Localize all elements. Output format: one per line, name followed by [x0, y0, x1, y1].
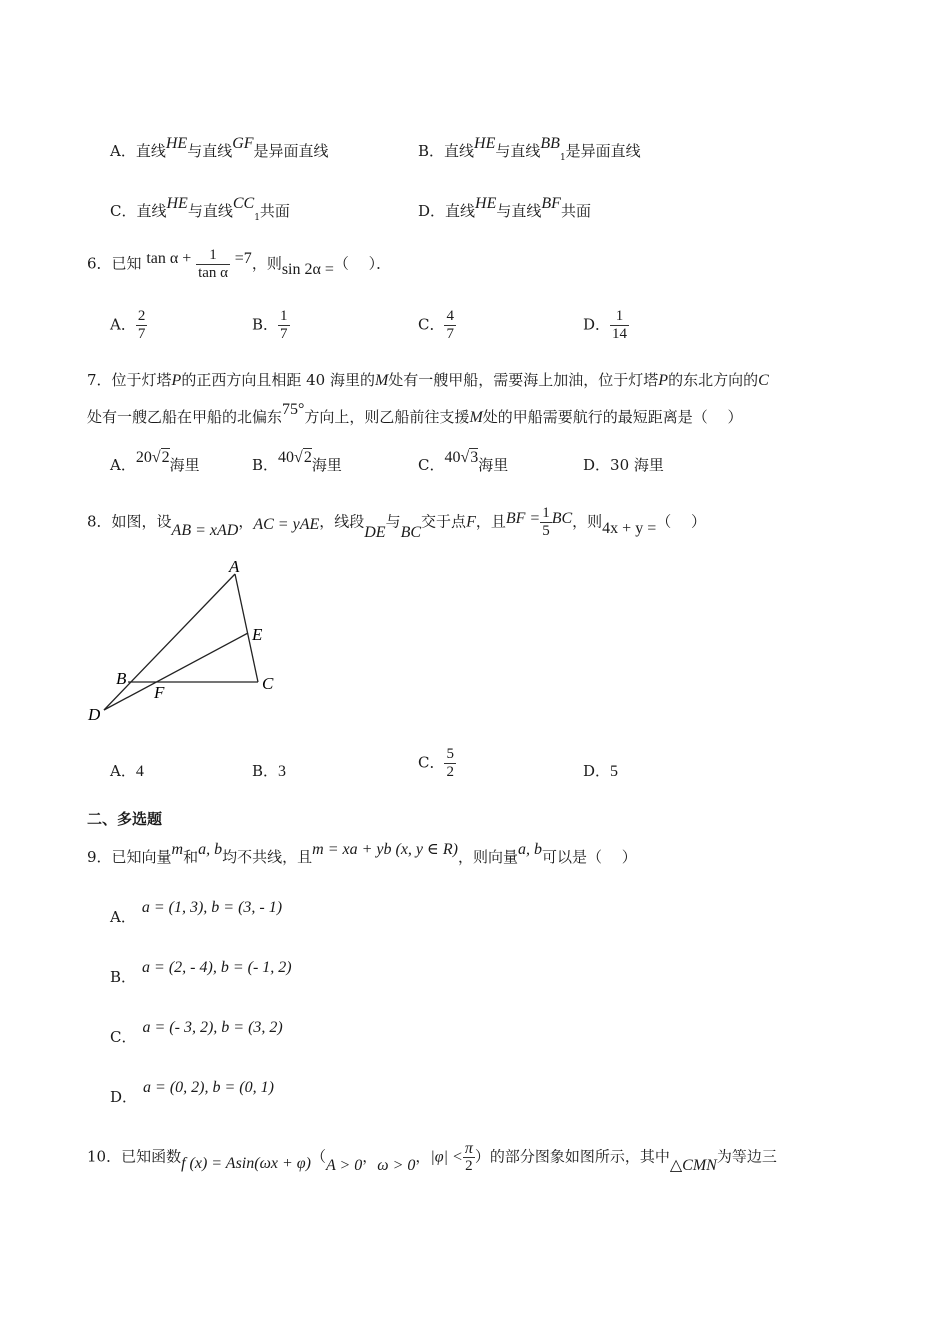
q6-option-d: D． $\frac{1}{14}$	[583, 308, 628, 342]
q7-option-a: A．20√2海里	[110, 449, 200, 474]
q7-option-c: C．40√3海里	[418, 449, 509, 474]
segment-ad	[104, 574, 235, 710]
q8-stem: 8．如图，设AB = xAD，AC = yAE，线段DE与BC交于点F，且BF = $\frac{1}{5}$ BC，则4x + y =（ ）	[87, 505, 706, 541]
q7-stem-line1: 7．位于灯塔P的正西方向且相距 40 海里的M处有一艘甲船，需要海上加油，位于灯塔P的东北方向的C	[87, 371, 769, 389]
q6-stem: 6．已知 tan α + $\frac{1}{\text{tan α}}$ =7，则sin 2α =（ ）．	[87, 247, 392, 281]
q10-stem: 10．已知函数f (x) = Asin(ωx + φ)（A > 0，ω > 0，|φ| < $\frac{\pi}{2}$ ）的部分图象如图所示，其中△CMN为等边三	[87, 1140, 777, 1174]
label-d: D	[88, 705, 101, 724]
label-e: E	[252, 625, 263, 644]
q9-option-a: A．a = (1, 3), b = (3, - 1)	[110, 899, 283, 926]
triangle-figure	[86, 556, 286, 726]
q7-stem-line2: 处有一艘乙船在甲船的北偏东75°方向上，则乙船前往支援M处的甲船需要航行的最短距离是（ ）	[87, 401, 743, 426]
q5-option-d: D．直线HE与直线BF共面	[418, 195, 591, 220]
q6-option-b: B． $\frac{1}{7}$	[252, 308, 288, 342]
q8-option-b: B．3	[252, 762, 287, 780]
label-b: B	[116, 669, 127, 688]
q7-option-d: D．30 海里	[583, 456, 664, 474]
q8-option-d: D．5	[583, 762, 619, 780]
q5-option-a: A．直线HE与直线GF是异面直线	[110, 135, 329, 160]
q5-option-c: C．直线HE与直线$CC_1$共面	[110, 195, 290, 223]
q6-option-c: C． $\frac{4}{7}$	[418, 308, 454, 342]
q8-option-a: A．4	[110, 762, 144, 780]
label-f: F	[154, 683, 165, 702]
q6-fraction: $\frac{1}{\text{tan α}}$	[198, 247, 228, 281]
q7-option-b: B．40√2海里	[252, 449, 342, 474]
q8-option-c: C． $\frac{5}{2}$	[418, 746, 454, 780]
label-a: A	[229, 557, 240, 576]
section-heading: 二、多选题	[87, 810, 163, 828]
q9-option-d: D．a = (0, 2), b = (0, 1)	[110, 1079, 274, 1106]
q6-option-a: A． $\frac{2}{7}$	[110, 308, 146, 342]
label-c: C	[262, 674, 274, 693]
q5-option-b: B．直线HE与直线$BB_1$是异面直线	[418, 135, 641, 163]
q9-option-b: B．a = (2, - 4), b = (- 1, 2)	[110, 959, 292, 986]
q9-stem: 9．已知向量m和a, b均不共线，且m = xa + yb (x, y ∈ R)，则向量a, b可以是（ ）	[87, 841, 637, 866]
q9-option-c: C．a = (- 3, 2), b = (3, 2)	[110, 1019, 283, 1046]
